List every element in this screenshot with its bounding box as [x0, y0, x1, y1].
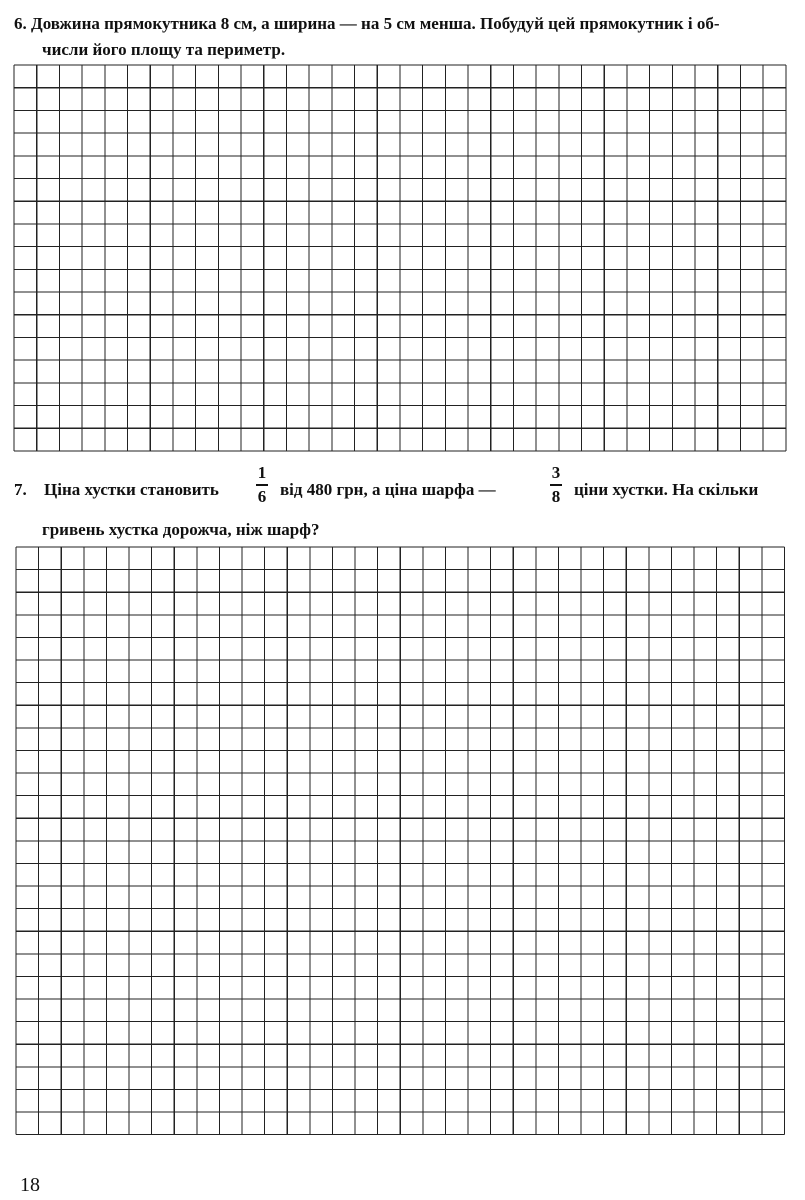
fraction-1-numerator: 1	[257, 463, 267, 482]
fraction-one-sixth	[256, 463, 268, 507]
problem-6-line-1	[14, 11, 719, 37]
fraction-2-bar	[550, 484, 562, 486]
grid-lines	[15, 546, 785, 1136]
problem-7-line-1	[14, 463, 804, 513]
problem-7-text-2: від 480 грн, а ціна шарфа —	[280, 480, 496, 499]
problem-7-text-1: Ціна хустки становить	[44, 480, 219, 499]
answer-grid-problem-7[interactable]	[15, 546, 785, 1136]
problem-6-number: 6.	[14, 14, 27, 33]
problem-7-number: 7.	[14, 480, 27, 499]
fraction-1-bar	[256, 484, 268, 486]
fraction-1-denominator: 6	[257, 486, 267, 506]
problem-7-text-3: ціни хустки. На скільки	[574, 480, 759, 499]
problem-6-text-1: Довжина прямокутника 8 см, а ширина — на 5 см менша. Побудуй цей прямокутник і об-	[31, 14, 720, 33]
grid-lines	[13, 64, 787, 452]
fraction-three-eighths	[550, 463, 562, 507]
fraction-2-denominator: 8	[551, 486, 561, 506]
page-number: 18	[20, 1174, 40, 1196]
problem-6-text-2: числи його площу та периметр.	[42, 40, 286, 59]
answer-grid-problem-6[interactable]	[13, 64, 787, 452]
fraction-2-numerator: 3	[551, 463, 561, 482]
problem-7-text-4: гривень хустка дорожча, ніж шарф?	[42, 520, 320, 539]
